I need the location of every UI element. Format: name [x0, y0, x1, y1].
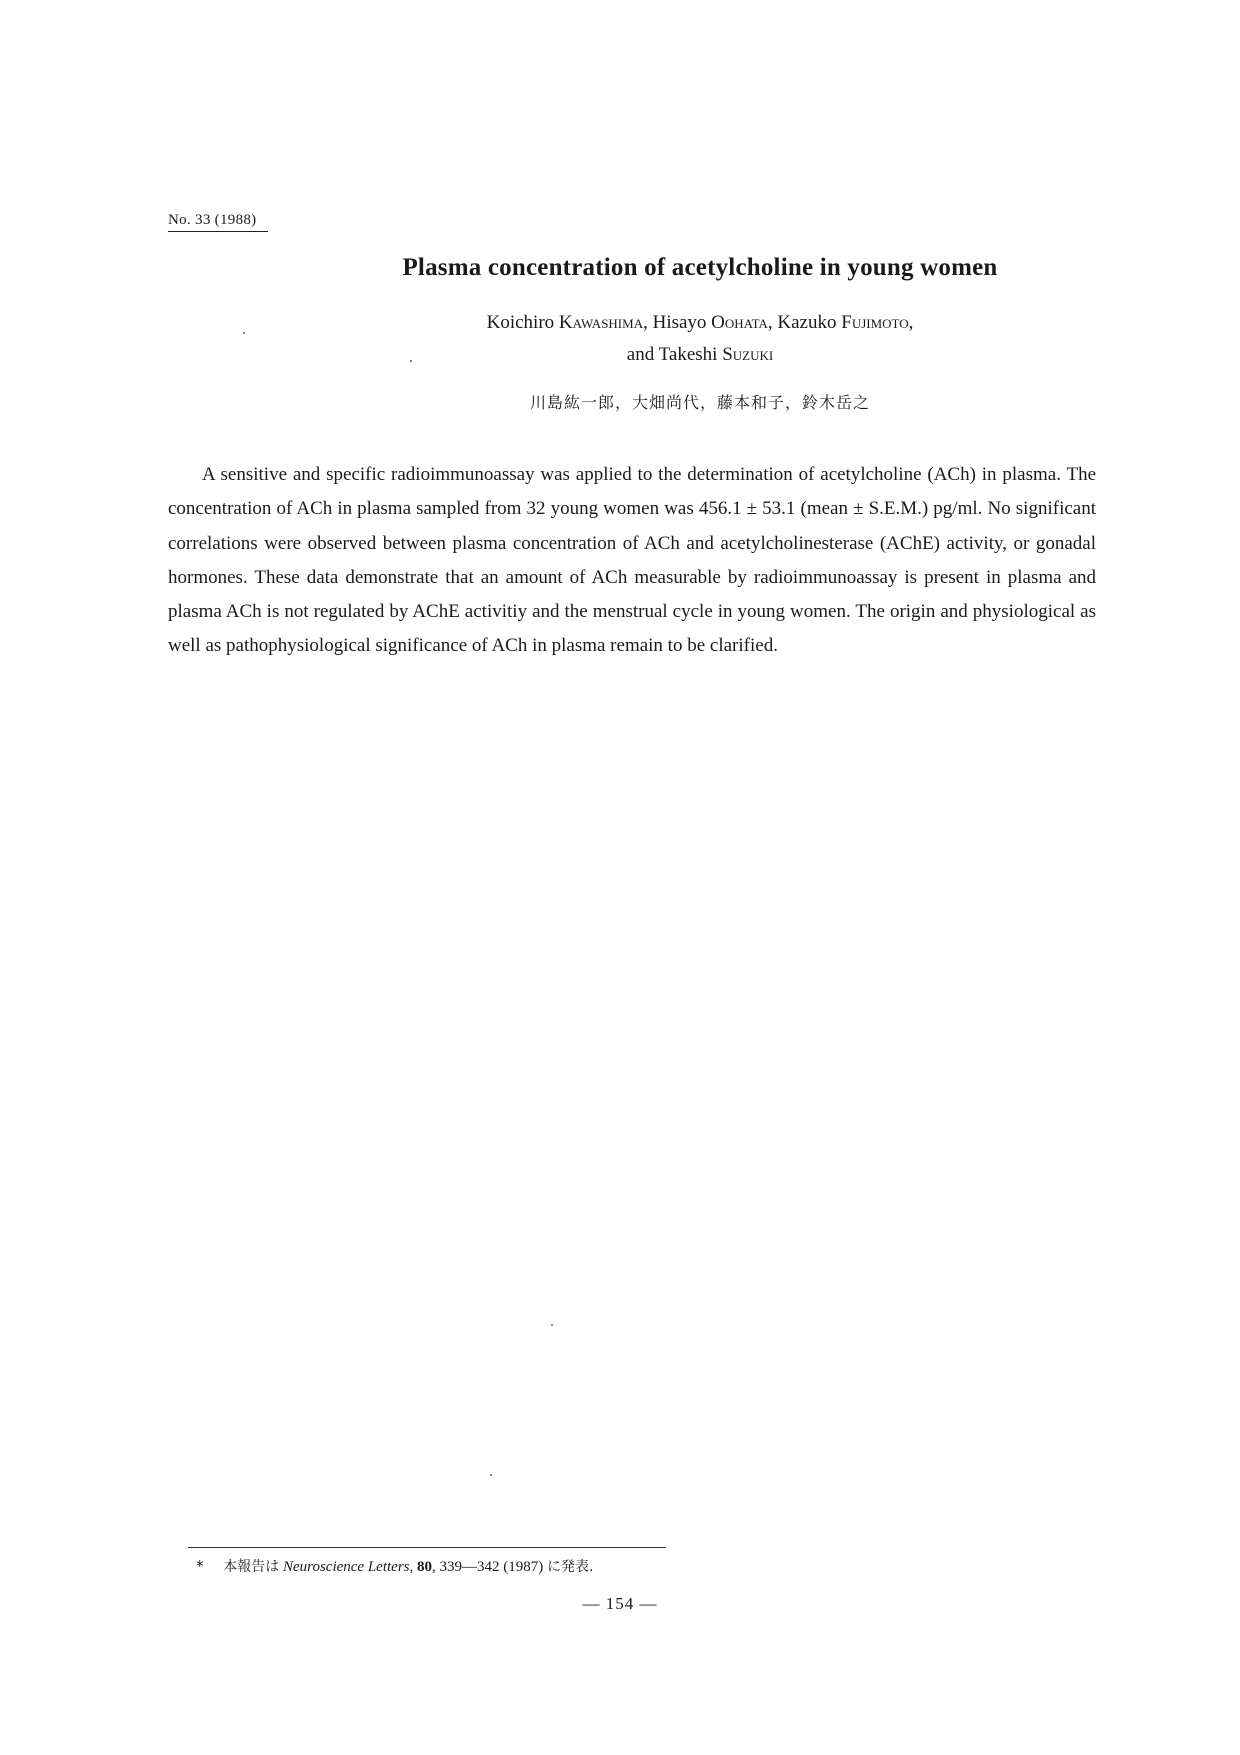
footnote-prefix: 本報告は: [223, 1559, 280, 1575]
author-conjunction: and: [626, 344, 655, 365]
paper-title: Plasma concentration of acetylcholine in young women: [402, 254, 998, 281]
footnote-suffix: に発表.: [547, 1559, 594, 1575]
issue-label: No. 33 (1988): [168, 212, 268, 232]
author-family: Fujimoto: [841, 312, 909, 333]
footnote-volume: 80: [417, 1559, 432, 1575]
scan-speck: [410, 360, 412, 362]
author-given: Kazuko: [777, 312, 837, 333]
author-family: Suzuki: [722, 344, 774, 365]
author-given: Koichiro: [486, 312, 555, 333]
author-family: Oohata: [711, 312, 768, 333]
author-line-2: [0, 339, 1240, 371]
footnote-pages: 339—342: [439, 1559, 500, 1575]
author-separator: ,: [908, 312, 914, 333]
author-separator: ,: [767, 312, 778, 333]
footnote-marker: *: [196, 1557, 204, 1575]
footnote-rule: [188, 1547, 666, 1548]
scan-speck: [243, 332, 245, 334]
scan-speck: [490, 1474, 492, 1476]
author-list-japanese: 川島紘一郎，大畑尚代，藤本和子，鈴木岳之: [529, 393, 870, 412]
author-line-1: [0, 307, 1240, 339]
footnote-year: (1987): [503, 1559, 544, 1575]
abstract-paragraph: A sensitive and specific radioimmunoassay was applied to the determination of acetylcholine (ACh) in plasma. The concentration of ACh in plasma sampled from 32 young women was 456.1 ± 53.1 (mean ± S.E.M.) pg/ml. No significant correlations were observed between plasma concentration of ACh and acetylcholinesterase (AChE) activity, or gonadal hormones. These data demonstrate that an amount of ACh measurable by radioimmunoassay is present in plasma and plasma ACh is not regulated by AChE activitiy and the menstrual cycle in young women. The origin and physiological as well as pathophysiological significance of ACh in plasma remain to be clarified.: [168, 464, 1096, 657]
author-given: Takeshi: [658, 344, 718, 365]
footnote-journal: Neuroscience Letters: [283, 1559, 410, 1575]
author-given: Hisayo: [652, 312, 707, 333]
footnote: * 本報告は Neuroscience Letters, 80, 339—342 (1987) に発表.: [196, 1557, 594, 1575]
scan-speck: [551, 1324, 553, 1326]
author-list: [0, 307, 1240, 371]
author-family: Kawashima: [558, 312, 644, 333]
page-number: — 154 —: [582, 1594, 658, 1613]
author-separator: ,: [643, 312, 653, 333]
